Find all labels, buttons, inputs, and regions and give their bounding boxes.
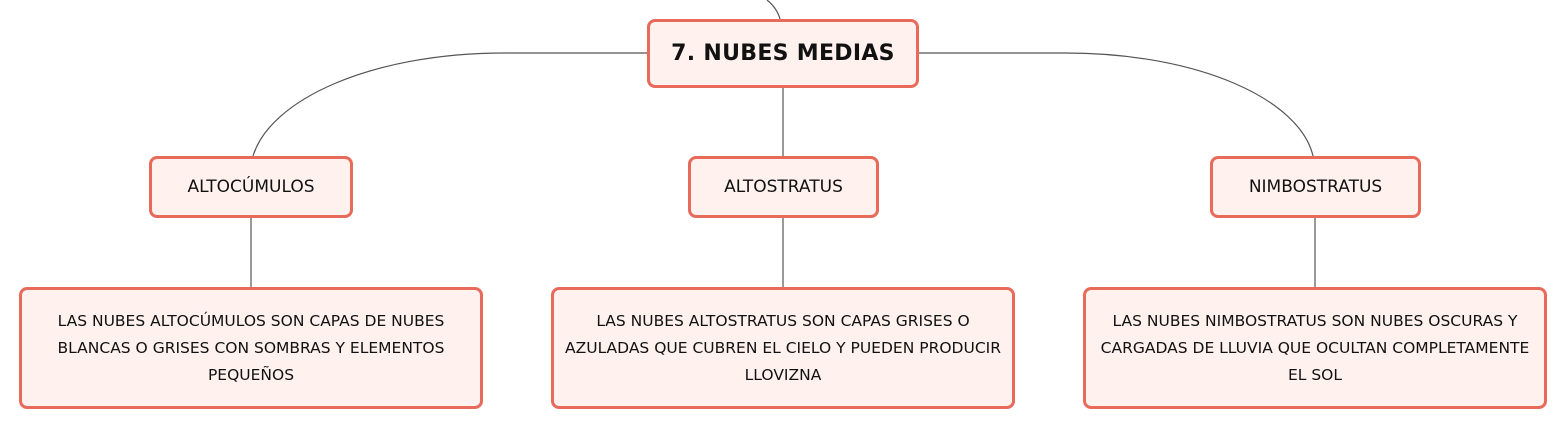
description-text-altostratus: LAS NUBES ALTOSTRATUS SON CAPAS GRISES O AZULADAS QUE CUBREN EL CIELO Y PUEDEN PRODUCIR LLOVIZNA — [565, 311, 1001, 384]
topic-label-altocumulos: ALTOCÚMULOS — [187, 177, 315, 197]
description-text-altocumulos: LAS NUBES ALTOCÚMULOS SON CAPAS DE NUBES BLANCAS O GRISES CON SOMBRAS Y ELEMENTOS PEQUEÑOS — [57, 311, 445, 384]
description-text-nimbostratus: LAS NUBES NIMBOSTRATUS SON NUBES OSCURAS Y CARGADAS DE LLUVIA QUE OCULTAN COMPLETAMENTE EL SOL — [1100, 311, 1530, 384]
topic-label-nimbostratus: NIMBOSTRATUS — [1248, 177, 1383, 197]
root-topic-label: 7. NUBES MEDIAS — [671, 41, 895, 66]
connector-root-to-nimbostratus — [919, 53, 1313, 156]
connector-root-to-altocumulos — [253, 53, 647, 156]
description-node-altocumulos[interactable] — [19, 287, 483, 409]
topic-node-altocumulos[interactable] — [149, 156, 353, 218]
topic-label-altostratus: ALTOSTRATUS — [724, 177, 843, 197]
description-node-nimbostratus[interactable] — [1083, 287, 1547, 409]
root-topic-node[interactable] — [647, 19, 919, 88]
topic-node-altostratus[interactable] — [688, 156, 879, 218]
connector-from-parent — [767, 0, 780, 19]
topic-node-nimbostratus[interactable] — [1210, 156, 1421, 218]
description-node-altostratus[interactable] — [551, 287, 1015, 409]
